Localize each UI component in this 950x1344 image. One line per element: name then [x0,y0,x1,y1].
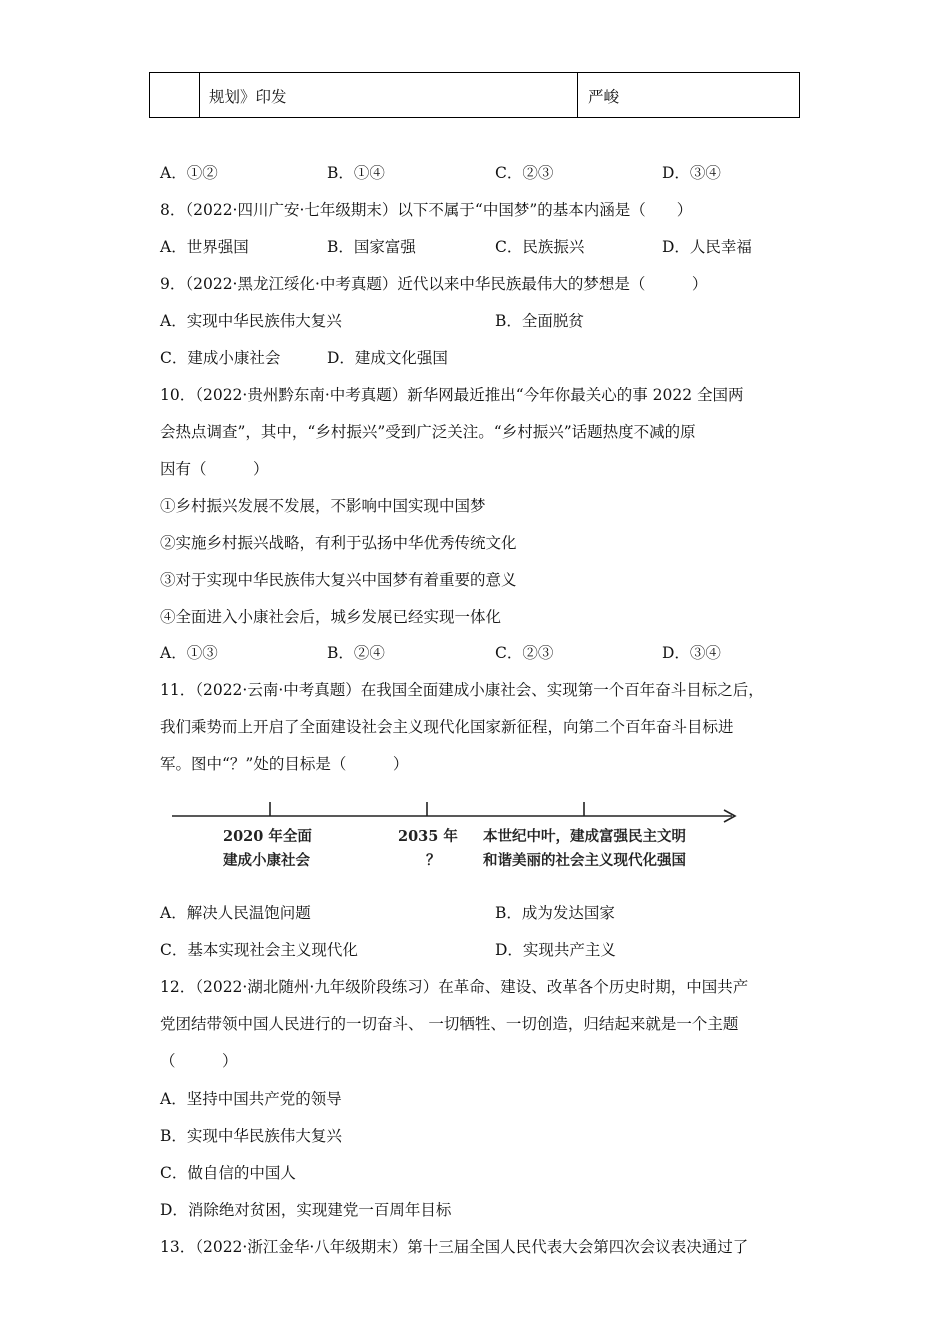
q9-option-d[interactable]: D．建成文化强国 [327,349,448,367]
q10-option-a[interactable]: A．①③ [160,644,218,662]
q12-option-a[interactable]: A．坚持中国共产党的领导 [160,1090,342,1108]
timeline-label-2020-line1: 2020 年全面 [223,828,312,845]
q11-timeline-figure [170,796,745,886]
q7-option-c[interactable]: C．②③ [495,164,554,182]
table-cell-middle [199,73,578,117]
q8-option-a[interactable]: A．世界强国 [160,238,249,256]
timeline-label-midcentury-line2: 和谐美丽的社会主义现代化强国 [483,852,686,869]
q10-option-d[interactable]: D．③④ [662,644,721,662]
table-fragment [149,72,800,118]
q12-stem-line3: （ ） [160,1052,238,1070]
timeline-label-2035-line1: 2035 年 [398,828,458,845]
q11-stem-line3: 军。图中“？”处的目标是（ ） [160,755,409,773]
q10-stem-line2: 会热点调查”，其中，“乡村振兴”受到广泛关注。“乡村振兴”话题热度不减的原 [160,423,696,441]
q9-stem: 9．（2022·黑龙江绥化·中考真题）近代以来中华民族最伟大的梦想是（ ） [160,275,708,293]
q7-option-d[interactable]: D．③④ [662,164,721,182]
table-cell-blank [150,73,200,117]
q8-option-d[interactable]: D．人民幸福 [662,238,752,256]
q10-statement-4: ④全面进入小康社会后，城乡发展已经实现一体化 [160,608,502,626]
q8-option-c[interactable]: C．民族振兴 [495,238,585,256]
q7-option-b[interactable]: B．①④ [327,164,385,182]
timeline-label-2020-line2: 建成小康社会 [223,852,310,869]
q10-stem-line3: 因有（ ） [160,460,269,478]
timeline-label-midcentury-line1: 本世纪中叶，建成富强民主文明 [483,828,686,845]
q10-statement-3: ③对于实现中华民族伟大复兴中国梦有着重要的意义 [160,571,517,589]
q11-option-a[interactable]: A．解决人民温饱问题 [160,904,311,922]
q10-statement-2: ②实施乡村振兴战略，有利于弘扬中华优秀传统文化 [160,534,517,552]
q12-option-b[interactable]: B．实现中华民族伟大复兴 [160,1127,342,1145]
q12-option-d[interactable]: D．消除绝对贫困，实现建党一百周年目标 [160,1201,452,1219]
timeline-axis [170,796,745,826]
table-cell-middle-text: 规划》印发 [209,88,287,106]
q11-stem-line2: 我们乘势而上开启了全面建设社会主义现代化国家新征程，向第二个百年奋斗目标进 [160,718,734,736]
q10-stem-line1: 10．（2022·贵州黔东南·中考真题）新华网最近推出“今年你最关心的事 2022 全国两 [160,386,744,404]
q7-option-a[interactable]: A．①② [160,164,218,182]
q11-stem-line1: 11．（2022·云南·中考真题）在我国全面建成小康社会、实现第一个百年奋斗目标之后， [160,681,764,699]
q9-option-c[interactable]: C．建成小康社会 [160,349,281,367]
q12-stem-line2: 党团结带领中国人民进行的一切奋斗、 一切牺牲、一切创造，归结起来就是一个主题 [160,1015,739,1033]
timeline-label-2035-line2: ？ [426,852,441,869]
q10-option-b[interactable]: B．②④ [327,644,385,662]
q11-option-c[interactable]: C．基本实现社会主义现代化 [160,941,358,959]
q9-option-a[interactable]: A．实现中华民族伟大复兴 [160,312,342,330]
q11-option-b[interactable]: B．成为发达国家 [495,904,615,922]
q10-option-c[interactable]: C．②③ [495,644,554,662]
q10-statement-1: ①乡村振兴发展不发展，不影响中国实现中国梦 [160,497,486,515]
q13-stem: 13．（2022·浙江金华·八年级期末）第十三届全国人民代表大会第四次会议表决通过了 [160,1238,749,1256]
q8-option-b[interactable]: B．国家富强 [327,238,416,256]
q12-stem-line1: 12．（2022·湖北随州·九年级阶段练习）在革命、建设、改革各个历史时期，中国共产 [160,978,749,996]
q11-option-d[interactable]: D．实现共产主义 [495,941,616,959]
q12-option-c[interactable]: C．做自信的中国人 [160,1164,296,1182]
q8-stem: 8．（2022·四川广安·七年级期末）以下不属于“中国梦”的基本内涵是（ ） [160,201,693,219]
table-cell-right-text: 严峻 [588,88,620,106]
q9-option-b[interactable]: B．全面脱贫 [495,312,584,330]
